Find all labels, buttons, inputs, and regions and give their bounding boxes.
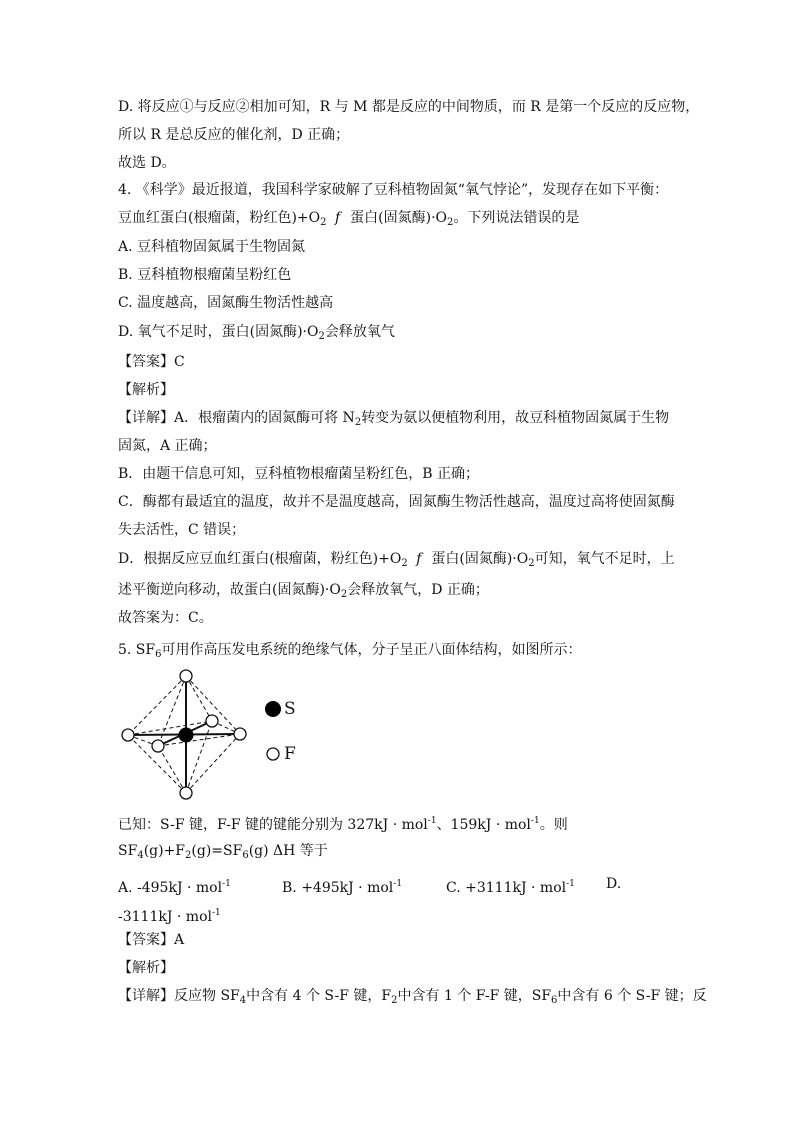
subscript: 2 bbox=[354, 417, 362, 428]
eq-tail: 。下列说法错误的是 bbox=[453, 210, 580, 226]
explanation-line bbox=[118, 986, 707, 1011]
text-line: 故选 D。 bbox=[118, 155, 176, 171]
q5-option-d bbox=[118, 903, 221, 927]
superscript: -1 bbox=[427, 816, 437, 826]
option-d-text: -3111kJ · mol bbox=[118, 909, 212, 925]
option-d-text: D. 氧气不足时，蛋白(固氮酶)·O bbox=[118, 324, 319, 340]
analysis-label: 【解析】 bbox=[118, 960, 174, 976]
reaction-equation bbox=[118, 841, 328, 866]
eq-arrow-glyph: f bbox=[334, 210, 341, 226]
explanation-line bbox=[118, 580, 489, 605]
answer-label: 【答案】C bbox=[118, 354, 185, 370]
fluorine-atom-right bbox=[234, 728, 246, 740]
explanation-text: 可知，氧气不足时，上 bbox=[534, 551, 675, 567]
eq-part: (g) ΔH 等于 bbox=[248, 843, 328, 859]
option-c-text: C. +3111kJ · mol bbox=[446, 880, 567, 896]
option-b-text: B. +495kJ · mol bbox=[282, 880, 394, 896]
legend-sulfur-symbol bbox=[265, 701, 281, 717]
subscript: 2 bbox=[318, 331, 325, 342]
question-4-stem: 4. 《科学》最近报道，我国科学家破解了豆科植物固氮“氧气悖论”，发现存在如下平衡： bbox=[118, 182, 669, 198]
subscript: 6 bbox=[551, 995, 558, 1006]
option-d-tail: 会释放氧气 bbox=[324, 324, 395, 340]
subscript: 2 bbox=[185, 850, 192, 861]
explanation-text: 中含有 4 个 S-F 键，F bbox=[246, 988, 392, 1004]
eq-right: 蛋白(固氮酶)·O bbox=[350, 210, 448, 226]
explanation-line: C．酶都有最适宜的温度，故并不是温度越高，固氮酶生物活性越高，温度过高将使固氮酶 bbox=[118, 494, 675, 510]
fluorine-atom-front bbox=[152, 740, 164, 752]
q5-option-a bbox=[118, 874, 231, 898]
legend-fluorine-symbol bbox=[267, 748, 279, 760]
explanation-line bbox=[118, 408, 669, 433]
explanation-text: 【详解】反应物 SF bbox=[118, 988, 240, 1004]
eq-part: SF bbox=[118, 843, 138, 859]
equilibrium-equation bbox=[118, 208, 579, 233]
legend-sulfur-label: S bbox=[284, 699, 296, 719]
superscript: -1 bbox=[212, 908, 221, 918]
explanation-text: 蛋白(固氮酶)·O bbox=[431, 551, 529, 567]
explanation-line: 固氮，A 正确； bbox=[118, 438, 217, 454]
known-data-line bbox=[118, 811, 568, 835]
option-a: A. 豆科植物固氮属于生物固氮 bbox=[118, 239, 306, 255]
q5-option-b bbox=[282, 874, 402, 898]
explanation-text: 转变为氨以便植物利用，故豆科植物固氮属于生物 bbox=[361, 410, 670, 426]
explanation-text: 【详解】A．根瘤菌内的固氮酶可将 N bbox=[118, 410, 355, 426]
sulfur-atom bbox=[179, 728, 194, 743]
q5-option-d-label: D. bbox=[606, 876, 622, 892]
fluorine-atom-back bbox=[206, 715, 218, 727]
eq-subscript: 2 bbox=[447, 217, 454, 228]
explanation-line: 故答案为：C。 bbox=[118, 610, 213, 626]
option-a-text: A. -495kJ · mol bbox=[118, 880, 223, 896]
explanation-text: 述平衡逆向移动，故蛋白(固氮酶)·O bbox=[118, 582, 341, 598]
question-5-stem bbox=[118, 640, 582, 665]
option-b: B. 豆科植物根瘤菌呈粉红色 bbox=[118, 267, 292, 283]
known-text: 已知：S-F 键，F-F 键的键能分别为 327kJ · mol bbox=[118, 817, 428, 833]
subscript: 2 bbox=[401, 558, 408, 569]
eq-part: (g)+F bbox=[143, 843, 186, 859]
legend-fluorine-label: F bbox=[284, 744, 296, 764]
superscript: -1 bbox=[393, 879, 403, 889]
subscript: 4 bbox=[137, 850, 144, 861]
subscript: 6 bbox=[242, 850, 249, 861]
known-text: 、159kJ · mol bbox=[436, 817, 531, 833]
option-d bbox=[118, 322, 395, 347]
explanation-text: 会释放氧气，D 正确； bbox=[347, 582, 489, 598]
superscript: -1 bbox=[530, 816, 540, 826]
superscript: -1 bbox=[222, 879, 231, 889]
explanation-text: 中含有 6 个 S-F 键；反 bbox=[557, 988, 707, 1004]
subscript: 2 bbox=[528, 558, 535, 569]
q5-number: 5. SF bbox=[118, 642, 156, 658]
subscript: 4 bbox=[239, 995, 247, 1006]
fluorine-atom-left bbox=[122, 729, 134, 741]
eq-left: 豆血红蛋白(根瘤菌，粉红色)+O bbox=[118, 210, 321, 226]
q5-text: 可用作高压发电系统的绝缘气体，分子呈正八面体结构，如图所示： bbox=[161, 642, 582, 658]
text-line: D. 将反应①与反应②相加可知，R 与 M 都是反应的中间物质，而 R 是第一个反应的反应物， bbox=[118, 99, 700, 115]
text-line: 所以 R 是总反应的催化剂，D 正确； bbox=[118, 127, 350, 143]
fluorine-atom-bottom bbox=[180, 787, 192, 799]
explanation-text: D．根据反应豆血红蛋白(根瘤菌，粉红色)+O bbox=[118, 551, 402, 567]
explanation-line: B．由题干信息可知，豆科植物根瘤菌呈粉红色，B 正确； bbox=[118, 466, 480, 482]
subscript: 6 bbox=[155, 649, 162, 660]
octahedron-diagram bbox=[115, 668, 315, 803]
explanation-text: 中含有 1 个 F-F 键，SF bbox=[397, 988, 552, 1004]
eq-part: (g)=SF bbox=[191, 843, 243, 859]
superscript: -1 bbox=[566, 879, 575, 889]
fluorine-atom-top bbox=[180, 670, 192, 682]
answer-label: 【答案】A bbox=[118, 932, 185, 948]
eq-subscript: 2 bbox=[320, 217, 327, 228]
explanation-line: 失去活性，C 错误； bbox=[118, 522, 246, 538]
subscript: 2 bbox=[340, 589, 348, 600]
eq-arrow-glyph: f bbox=[416, 551, 422, 567]
explanation-line bbox=[118, 549, 675, 574]
analysis-label: 【解析】 bbox=[118, 382, 174, 398]
known-text: 。则 bbox=[539, 817, 568, 833]
subscript: 2 bbox=[391, 995, 398, 1006]
option-c: C. 温度越高，固氮酶生物活性越高 bbox=[118, 295, 334, 311]
q5-option-c bbox=[446, 874, 575, 898]
